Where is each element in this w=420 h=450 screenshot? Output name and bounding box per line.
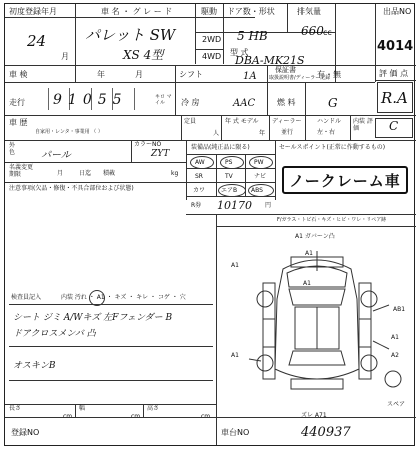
handle-sub: 左・右 — [317, 129, 336, 136]
glass-line: F/ガラス・トビ石・キズ・ヒビ・ワレ・リペア跡 — [277, 217, 387, 223]
year-model-unit: 年 — [259, 130, 266, 137]
inspector-label: 検査員記入 — [11, 294, 42, 301]
car-name-value: パレット SW — [85, 26, 176, 44]
history-sub: 自家用・レンタ・事業用 （ ） — [35, 129, 103, 135]
model-value: DBA-MK21S — [235, 54, 305, 67]
drive-label: 駆動 — [201, 7, 217, 16]
score-label: 評 価 点 — [379, 69, 409, 78]
grade-value: XS 4型 — [123, 48, 164, 62]
width-unit: cm — [131, 413, 141, 420]
load-label: 積載 — [103, 170, 116, 177]
r-label: R券 — [191, 202, 202, 209]
diagram-a2: A2 — [391, 352, 399, 359]
equip-ps: PS — [225, 159, 233, 166]
displacement-value: 660 — [301, 24, 324, 38]
sales-point-label: セールスポイント(正常に作動するもの) — [279, 144, 386, 151]
name-change-label: 名義変更 期限 — [9, 164, 34, 178]
name-change-month: 月 — [57, 170, 64, 177]
diagram-a1-top: A1 — [305, 250, 313, 257]
height-unit: cm — [201, 413, 211, 420]
equip-abs: ABS — [251, 187, 263, 194]
warranty-sub: 取扱説明書/ディーラー記録 — [269, 75, 331, 81]
spare-label: スペア — [387, 401, 406, 408]
equip-aw: AW — [195, 159, 205, 166]
diagram-a1-mid: A1 — [303, 280, 311, 287]
door-label: ドア数・形状 — [227, 7, 275, 16]
equip-pw: PW — [254, 159, 264, 166]
lot-label: 出品NO — [383, 7, 412, 16]
first-reg-label: 初度登録年月 — [9, 7, 57, 16]
inspection-month: 月 — [135, 70, 143, 79]
car-diagram — [221, 229, 413, 415]
lot-value: 4014 — [377, 39, 414, 54]
equip-ps-circle — [220, 156, 244, 169]
ac-label: 冷 房 — [181, 98, 200, 107]
shift-value: 1A — [243, 71, 257, 82]
color-label: 外 色 — [9, 142, 16, 156]
color-value: パール — [41, 150, 71, 161]
interior-label: 内装 評価 — [353, 118, 373, 132]
cc-unit: cc — [323, 28, 332, 37]
equip-navi: ナビ — [254, 173, 267, 180]
color-no-value: ZYT — [151, 149, 170, 159]
inspector-options: 内装 汚れ ・ A1 ・ キズ ・ キレ ・ コゲ ・ 穴 — [61, 294, 186, 301]
color-no-label: カラーNO — [134, 141, 162, 148]
diagram-a1-right: A1 — [391, 334, 399, 341]
load-unit: kg — [171, 170, 179, 177]
inspector-note-3: オスキンB — [13, 361, 56, 371]
equip-leather: カワ — [193, 187, 206, 194]
diagram-ab1: AB1 — [393, 306, 406, 313]
handle-label: ハンドル — [317, 118, 342, 125]
height-label: 高さ — [147, 405, 160, 412]
inspection-label: 車 検 — [9, 70, 28, 79]
equip-sr: SR — [195, 173, 203, 180]
model-label: 型 式 — [230, 48, 249, 57]
notes-label: 注意事項(欠品・修復・不具合部位および状態) — [9, 185, 134, 192]
capacity-label: 定員 — [184, 118, 197, 125]
car-name-label: 車 名 ・ グ レ ー ド — [101, 7, 173, 16]
chassis-label: 車台NO — [221, 428, 250, 437]
diagram-a1-bl: A1 — [231, 352, 239, 359]
dealer-sub: 並行 — [281, 129, 294, 136]
history-label: 車 歴 — [9, 118, 28, 127]
mileage-label: 走行 — [9, 98, 25, 107]
equip-aw-circle — [190, 156, 214, 169]
year-model-label: 年 式 モデル — [225, 118, 259, 125]
warranty-label: 保証書 — [275, 66, 296, 74]
dealer-label: ディーラー — [272, 118, 302, 125]
inspection-year: 年 — [97, 70, 105, 79]
mileage-value: 91055 — [53, 92, 128, 108]
drive-4wd: 4WD — [202, 52, 222, 61]
no-claim-stamp: ノークレーム車 — [282, 166, 408, 194]
inspector-note-2: ドアクロスメンバ 凸 — [13, 329, 96, 339]
fuel-label: 燃 料 — [277, 98, 296, 107]
interior-value: C — [389, 119, 399, 133]
shift-label: シフト — [179, 70, 203, 79]
length-label: 長さ — [9, 405, 22, 412]
r-unit: 円 — [265, 202, 272, 209]
diagram-bottom-mark: ズレ A71 — [301, 412, 327, 419]
auction-sheet — [4, 3, 415, 446]
warranty-value: 有・無 — [317, 70, 341, 79]
diagram-top-mark: A1 ガバーン凸 — [295, 233, 335, 240]
score-value: R.A — [381, 89, 408, 107]
first-reg-month-label: 月 — [61, 52, 69, 61]
name-change-day: 日迄 — [79, 170, 92, 177]
r-value: 10170 — [217, 199, 252, 212]
equip-pw-circle — [249, 156, 273, 169]
width-label: 幅 — [79, 405, 86, 412]
chassis-value: 440937 — [301, 425, 351, 440]
equip-label: 装備品(純正品に限る) — [191, 144, 250, 151]
equip-tv: TV — [225, 173, 233, 180]
drive-2wd: 2WD — [202, 35, 222, 44]
first-reg-value: 24 — [27, 32, 47, 50]
door-value: 5 HB — [237, 29, 268, 43]
km-unit: キロ マイル — [155, 94, 172, 106]
equip-airbag: エアB — [221, 187, 238, 194]
reg-no-label: 登録NO — [11, 428, 40, 437]
displacement-label: 排気量 — [297, 7, 321, 16]
ac-value: AAC — [233, 98, 256, 109]
fuel-value: G — [328, 96, 338, 110]
capacity-unit: 人 — [213, 130, 220, 137]
inspector-note-1: シート ジミ A/Wキズ 左Fフェンダー B — [13, 313, 173, 323]
length-unit: cm — [63, 413, 73, 420]
diagram-a1-left: A1 — [231, 262, 239, 269]
